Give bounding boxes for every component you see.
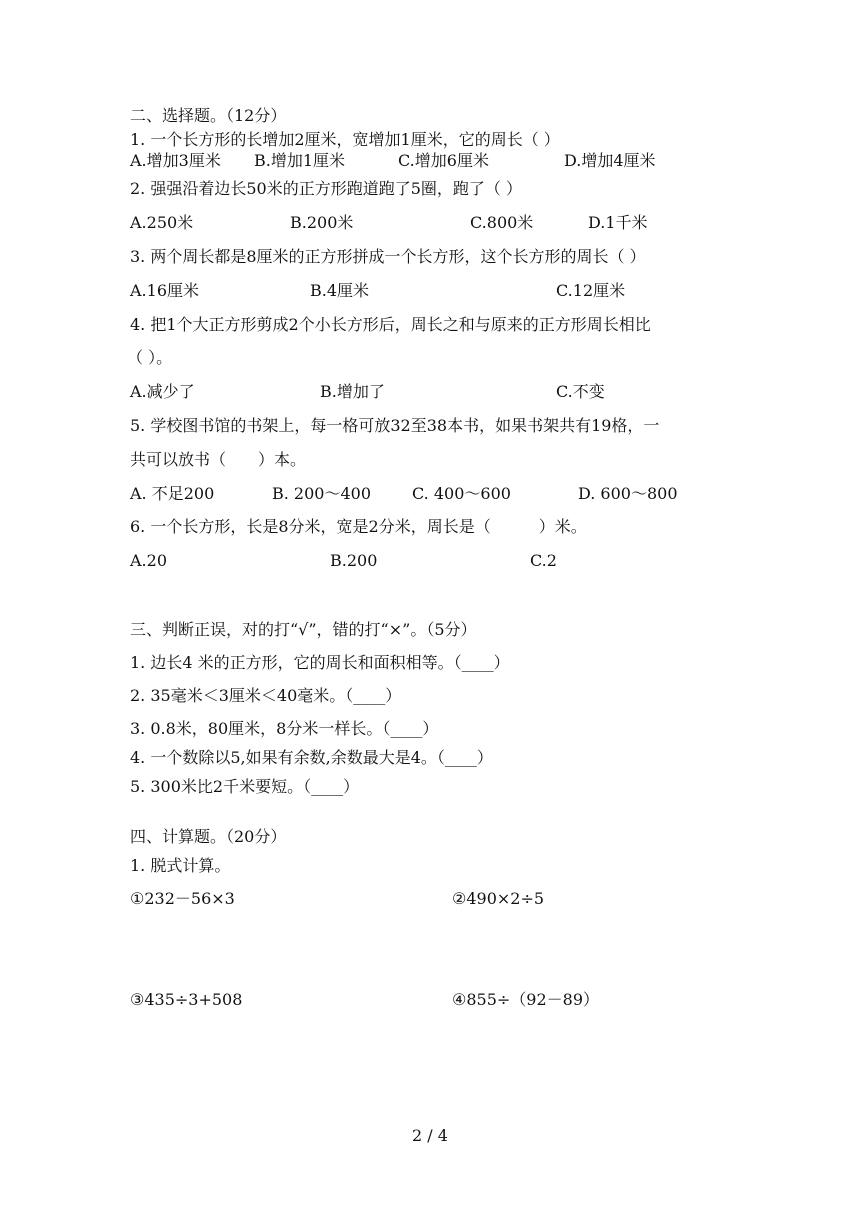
q4-option-c[interactable]: C.不变: [556, 382, 605, 401]
q1-option-b[interactable]: B.增加1厘米: [254, 151, 346, 170]
q1-option-d[interactable]: D.增加4厘米: [564, 151, 656, 170]
section4-subheading: 1. 脱式计算。: [130, 856, 231, 875]
q4-option-a[interactable]: A.减少了: [130, 382, 195, 401]
section3-heading: 三、判断正误，对的打“√”，错的打“×”。（5分）: [130, 620, 477, 639]
page-number: 2 / 4: [412, 1126, 448, 1145]
q3-option-c[interactable]: C.12厘米: [556, 281, 626, 300]
q2-option-c[interactable]: C.800米: [470, 213, 534, 232]
q2-option-a[interactable]: A.250米: [130, 213, 194, 232]
section2-heading: 二、选择题。（12分）: [130, 106, 287, 125]
q6-option-c[interactable]: C.2: [530, 551, 557, 570]
judge-item-3[interactable]: 3. 0.8米，80厘米，8分米一样长。（____）: [130, 719, 439, 738]
judge-item-5[interactable]: 5. 300米比2千米要短。（____）: [130, 777, 360, 796]
q2-option-d[interactable]: D.1千米: [588, 213, 648, 232]
q5-option-c[interactable]: C. 400～600: [412, 484, 511, 503]
question-5-cont: 共可以放书（ ）本。: [130, 450, 307, 469]
judge-item-4[interactable]: 4. 一个数除以5,如果有余数,余数最大是4。（____）: [130, 748, 493, 767]
question-5: 5. 学校图书馆的书架上，每一格可放32至38本书，如果书架共有19格，一: [130, 416, 660, 435]
q5-option-a[interactable]: A. 不足200: [130, 484, 215, 503]
q5-option-b[interactable]: B. 200～400: [272, 484, 372, 503]
q4-option-b[interactable]: B.增加了: [320, 382, 385, 401]
q2-option-b[interactable]: B.200米: [290, 213, 354, 232]
q5-option-d[interactable]: D. 600～800: [578, 484, 678, 503]
judge-item-1[interactable]: 1. 边长4 米的正方形，它的周长和面积相等。（____）: [130, 653, 510, 672]
question-6: 6. 一个长方形，长是8分米，宽是2分米，周长是（ ）米。: [130, 517, 587, 536]
question-4: 4. 把1个大正方形剪成2个小长方形后，周长之和与原来的正方形周长相比: [130, 315, 651, 334]
q6-option-b[interactable]: B.200: [330, 551, 378, 570]
calc-expr-4: ④855÷（92－89）: [452, 990, 600, 1009]
q1-option-a[interactable]: A.增加3厘米: [130, 151, 221, 170]
calc-expr-3: ③435÷3+508: [130, 990, 243, 1009]
question-1: 1. 一个长方形的长增加2厘米，宽增加1厘米，它的周长（ ）: [130, 130, 560, 149]
calc-expr-2: ②490×2÷5: [452, 889, 545, 908]
q6-option-a[interactable]: A.20: [130, 551, 167, 570]
question-3: 3. 两个周长都是8厘米的正方形拼成一个长方形，这个长方形的周长（ ）: [130, 247, 646, 266]
calc-expr-1: ①232－56×3: [130, 889, 235, 908]
q1-option-c[interactable]: C.增加6厘米: [398, 151, 489, 170]
q3-option-a[interactable]: A.16厘米: [130, 281, 200, 300]
question-2: 2. 强强沿着边长50米的正方形跑道跑了5圈，跑了（ ）: [130, 179, 522, 198]
section4-heading: 四、计算题。（20分）: [130, 827, 287, 846]
q3-option-b[interactable]: B.4厘米: [310, 281, 370, 300]
judge-item-2[interactable]: 2. 35毫米＜3厘米＜40毫米。（____）: [130, 686, 402, 705]
question-4-cont: （ ）。: [127, 348, 173, 367]
